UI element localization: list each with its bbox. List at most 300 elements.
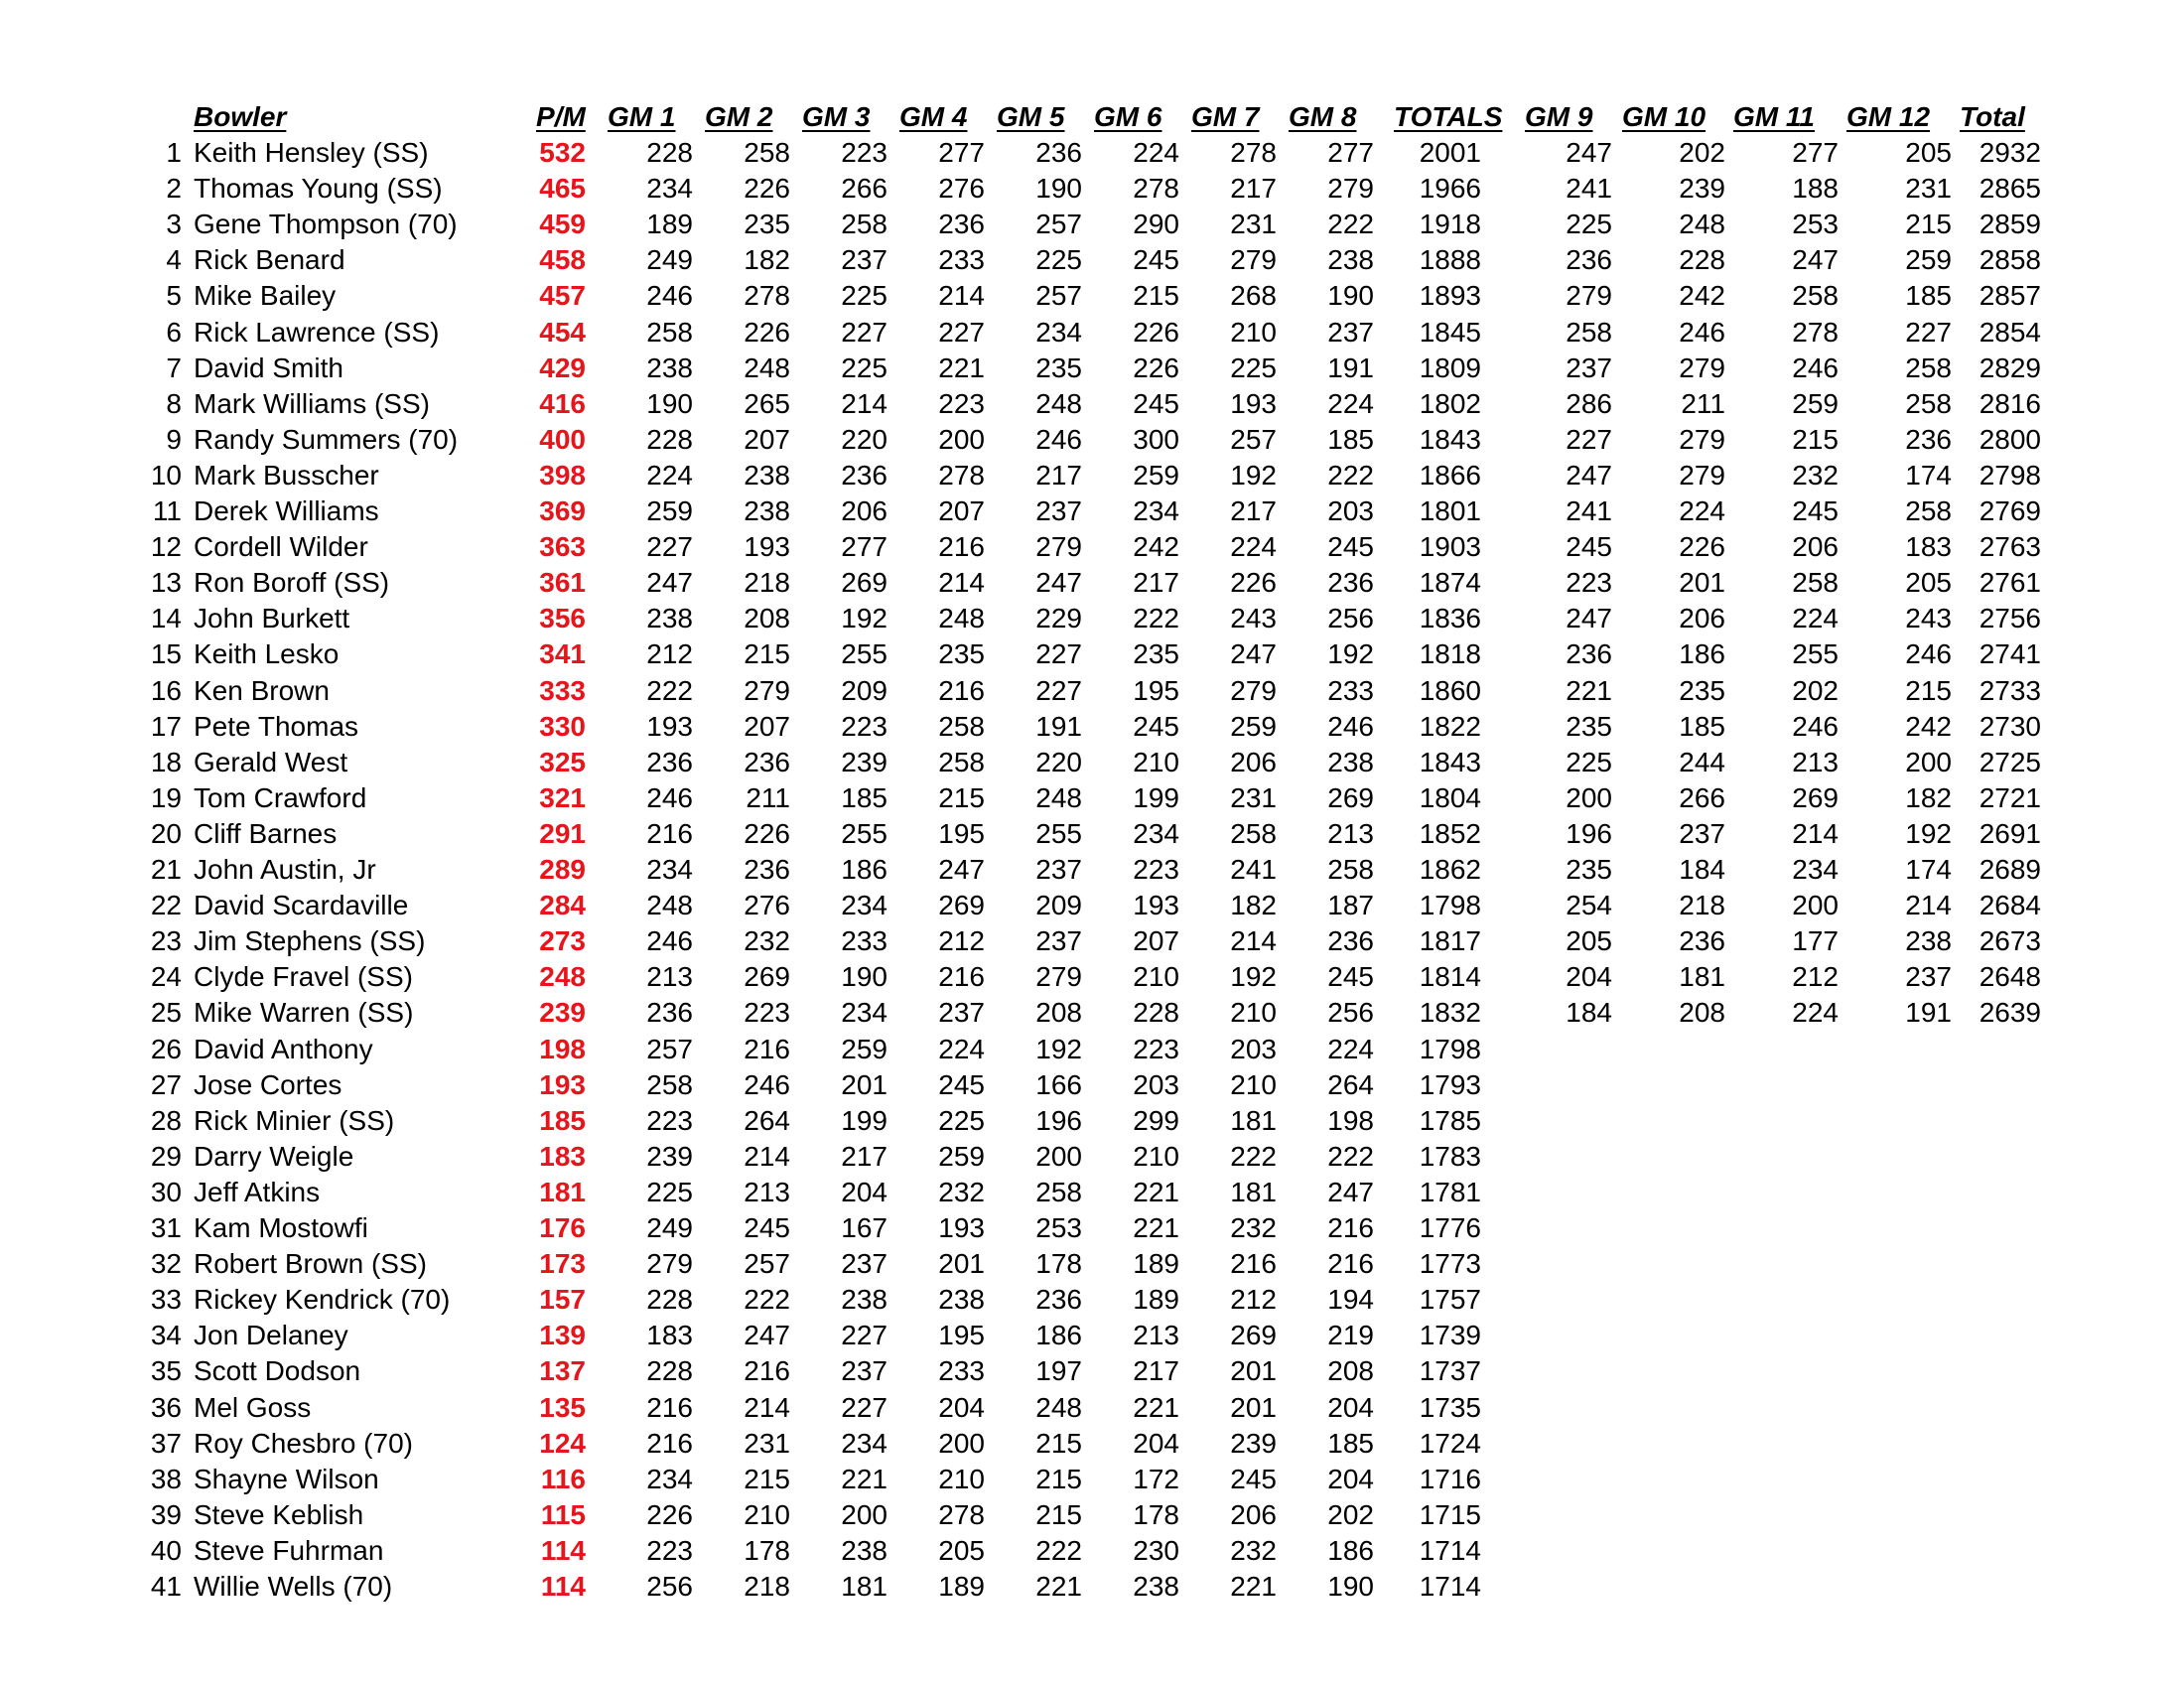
row-gm-12: 236	[1905, 424, 1952, 455]
row-gm-3: 234	[841, 1428, 887, 1459]
row-gm-4: 205	[938, 1535, 985, 1566]
row-gm-8: 222	[1327, 1141, 1374, 1172]
row-total: 2769	[1979, 495, 2041, 526]
row-gm-3: 237	[841, 1248, 887, 1279]
row-gm-7: 182	[1230, 890, 1277, 920]
row-gm-11: 212	[1792, 961, 1839, 992]
row-bowler-name: Steve Keblish	[194, 1499, 364, 1530]
row-gm-4: 237	[938, 997, 985, 1028]
row-gm-9: 247	[1566, 460, 1612, 491]
row-pm: 157	[539, 1284, 586, 1315]
row-gm-5: 215	[1035, 1428, 1082, 1459]
row-gm-2: 246	[744, 1069, 790, 1100]
row-gm-4: 235	[938, 638, 985, 669]
row-gm-9: 221	[1566, 675, 1612, 706]
row-gm-10: 242	[1679, 280, 1725, 311]
row-gm-10: 202	[1679, 137, 1725, 168]
row-gm-6: 210	[1133, 1141, 1179, 1172]
row-gm-3: 223	[841, 711, 887, 742]
row-pm: 135	[539, 1392, 586, 1423]
row-gm-4: 277	[938, 137, 985, 168]
row-gm-1: 216	[646, 1428, 693, 1459]
row-gm-9: 236	[1566, 638, 1612, 669]
row-gm-7: 193	[1230, 388, 1277, 419]
row-gm-1: 190	[646, 388, 693, 419]
row-bowler-name: Mark Busscher	[194, 460, 379, 491]
row-bowler-name: Pete Thomas	[194, 711, 359, 742]
row-bowler-name: Kam Mostowfi	[194, 1212, 368, 1243]
row-pm: 325	[539, 747, 586, 777]
row-total: 2741	[1979, 638, 2041, 669]
header-pm: P/M	[536, 101, 586, 132]
row-gm-8: 256	[1327, 997, 1374, 1028]
row-gm-4: 207	[938, 495, 985, 526]
row-gm-1: 249	[646, 244, 693, 275]
row-gm-8: 233	[1327, 675, 1374, 706]
row-pm: 181	[539, 1177, 586, 1207]
row-gm-3: 236	[841, 460, 887, 491]
header-gm-2: GM 2	[705, 101, 773, 132]
row-pm: 333	[539, 675, 586, 706]
row-gm-9: 205	[1566, 925, 1612, 956]
row-gm-6: 207	[1133, 925, 1179, 956]
row-rank: 35	[150, 1355, 182, 1386]
row-gm-1: 238	[646, 352, 693, 383]
row-total: 2733	[1979, 675, 2041, 706]
row-gm-5: 217	[1035, 460, 1082, 491]
row-gm-4: 258	[938, 747, 985, 777]
row-gm-2: 279	[744, 675, 790, 706]
row-pm: 361	[539, 567, 586, 598]
row-totals: 1860	[1419, 675, 1481, 706]
row-gm-3: 186	[841, 854, 887, 885]
row-gm-1: 256	[646, 1571, 693, 1602]
row-bowler-name: David Scardaville	[194, 890, 409, 920]
row-pm: 459	[539, 209, 586, 239]
row-pm: 273	[539, 925, 586, 956]
row-gm-3: 220	[841, 424, 887, 455]
row-gm-2: 247	[744, 1320, 790, 1350]
row-gm-8: 186	[1327, 1535, 1374, 1566]
row-gm-4: 232	[938, 1177, 985, 1207]
row-gm-11: 234	[1792, 854, 1839, 885]
row-bowler-name: Darry Weigle	[194, 1141, 354, 1172]
row-gm-6: 215	[1133, 280, 1179, 311]
row-gm-11: 258	[1792, 567, 1839, 598]
row-gm-4: 227	[938, 317, 985, 348]
row-gm-2: 248	[744, 352, 790, 383]
row-gm-1: 246	[646, 280, 693, 311]
row-gm-7: 231	[1230, 209, 1277, 239]
row-total: 2857	[1979, 280, 2041, 311]
row-gm-3: 201	[841, 1069, 887, 1100]
row-bowler-name: Derek Williams	[194, 495, 379, 526]
row-gm-6: 278	[1133, 173, 1179, 204]
row-gm-10: 208	[1679, 997, 1725, 1028]
row-bowler-name: Jim Stephens (SS)	[194, 925, 426, 956]
row-totals: 1739	[1419, 1320, 1481, 1350]
row-bowler-name: Rick Minier (SS)	[194, 1105, 395, 1136]
row-gm-5: 192	[1035, 1034, 1082, 1064]
row-gm-6: 178	[1133, 1499, 1179, 1530]
row-gm-10: 206	[1679, 603, 1725, 633]
row-gm-4: 195	[938, 818, 985, 849]
row-gm-2: 236	[744, 747, 790, 777]
row-gm-3: 237	[841, 244, 887, 275]
row-gm-1: 228	[646, 424, 693, 455]
row-bowler-name: Randy Summers (70)	[194, 424, 459, 455]
row-gm-8: 203	[1327, 495, 1374, 526]
row-totals: 1818	[1419, 638, 1481, 669]
row-gm-3: 234	[841, 890, 887, 920]
row-gm-6: 226	[1133, 317, 1179, 348]
row-gm-5: 234	[1035, 317, 1082, 348]
row-totals: 1843	[1419, 424, 1481, 455]
row-gm-1: 234	[646, 173, 693, 204]
row-gm-12: 246	[1905, 638, 1952, 669]
row-rank: 24	[150, 961, 182, 992]
row-gm-4: 201	[938, 1248, 985, 1279]
row-pm: 330	[539, 711, 586, 742]
row-gm-7: 192	[1230, 460, 1277, 491]
row-total: 2763	[1979, 531, 2041, 562]
row-gm-6: 222	[1133, 603, 1179, 633]
row-gm-8: 269	[1327, 782, 1374, 813]
row-gm-4: 259	[938, 1141, 985, 1172]
row-gm-5: 235	[1035, 352, 1082, 383]
row-gm-12: 243	[1905, 603, 1952, 633]
row-gm-9: 184	[1566, 997, 1612, 1028]
row-gm-5: 227	[1035, 638, 1082, 669]
row-gm-8: 213	[1327, 818, 1374, 849]
row-gm-9: 247	[1566, 137, 1612, 168]
row-pm: 429	[539, 352, 586, 383]
row-totals: 1714	[1419, 1535, 1481, 1566]
row-gm-2: 278	[744, 280, 790, 311]
row-gm-2: 226	[744, 818, 790, 849]
row-pm: 193	[539, 1069, 586, 1100]
row-gm-4: 214	[938, 280, 985, 311]
row-gm-7: 245	[1230, 1464, 1277, 1494]
row-gm-2: 238	[744, 495, 790, 526]
row-gm-3: 239	[841, 747, 887, 777]
row-gm-2: 231	[744, 1428, 790, 1459]
row-pm: 532	[539, 137, 586, 168]
row-totals: 1773	[1419, 1248, 1481, 1279]
row-gm-4: 216	[938, 961, 985, 992]
row-gm-11: 277	[1792, 137, 1839, 168]
row-gm-2: 207	[744, 711, 790, 742]
row-bowler-name: Ken Brown	[194, 675, 330, 706]
row-gm-5: 209	[1035, 890, 1082, 920]
row-gm-2: 257	[744, 1248, 790, 1279]
row-gm-10: 246	[1679, 317, 1725, 348]
row-gm-8: 216	[1327, 1212, 1374, 1243]
row-gm-1: 279	[646, 1248, 693, 1279]
row-gm-1: 234	[646, 854, 693, 885]
row-rank: 30	[150, 1177, 182, 1207]
row-totals: 1781	[1419, 1177, 1481, 1207]
row-gm-7: 222	[1230, 1141, 1277, 1172]
row-gm-6: 204	[1133, 1428, 1179, 1459]
row-gm-5: 197	[1035, 1355, 1082, 1386]
row-gm-8: 222	[1327, 209, 1374, 239]
row-gm-10: 244	[1679, 747, 1725, 777]
row-gm-10: 235	[1679, 675, 1725, 706]
row-bowler-name: Cliff Barnes	[194, 818, 338, 849]
row-gm-6: 224	[1133, 137, 1179, 168]
row-gm-3: 225	[841, 352, 887, 383]
row-gm-1: 183	[646, 1320, 693, 1350]
row-rank: 20	[150, 818, 182, 849]
row-gm-10: 181	[1679, 961, 1725, 992]
row-totals: 1966	[1419, 173, 1481, 204]
row-gm-2: 215	[744, 1464, 790, 1494]
row-total: 2800	[1979, 424, 2041, 455]
row-gm-9: 241	[1566, 173, 1612, 204]
row-gm-1: 213	[646, 961, 693, 992]
row-gm-1: 239	[646, 1141, 693, 1172]
row-gm-2: 216	[744, 1355, 790, 1386]
row-gm-5: 166	[1035, 1069, 1082, 1100]
row-gm-11: 177	[1792, 925, 1839, 956]
row-pm: 369	[539, 495, 586, 526]
row-gm-12: 258	[1905, 352, 1952, 383]
row-gm-4: 258	[938, 711, 985, 742]
row-gm-12: 200	[1905, 747, 1952, 777]
row-totals: 1785	[1419, 1105, 1481, 1136]
row-bowler-name: Mike Bailey	[194, 280, 337, 311]
row-bowler-name: Mike Warren (SS)	[194, 997, 414, 1028]
row-gm-6: 300	[1133, 424, 1179, 455]
row-gm-3: 258	[841, 209, 887, 239]
row-gm-2: 218	[744, 1571, 790, 1602]
row-gm-11: 246	[1792, 711, 1839, 742]
row-gm-6: 228	[1133, 997, 1179, 1028]
row-gm-7: 217	[1230, 495, 1277, 526]
row-gm-5: 248	[1035, 388, 1082, 419]
row-gm-3: 227	[841, 317, 887, 348]
row-gm-2: 236	[744, 854, 790, 885]
row-gm-7: 225	[1230, 352, 1277, 383]
row-gm-3: 181	[841, 1571, 887, 1602]
row-totals: 1724	[1419, 1428, 1481, 1459]
row-gm-8: 190	[1327, 1571, 1374, 1602]
row-gm-1: 222	[646, 675, 693, 706]
row-gm-1: 228	[646, 1284, 693, 1315]
row-pm: 457	[539, 280, 586, 311]
row-totals: 1715	[1419, 1499, 1481, 1530]
row-gm-11: 247	[1792, 244, 1839, 275]
row-gm-3: 237	[841, 1355, 887, 1386]
header-gm-3: GM 3	[802, 101, 871, 132]
header-gm-8: GM 8	[1289, 101, 1357, 132]
row-gm-7: 221	[1230, 1571, 1277, 1602]
row-gm-2: 238	[744, 460, 790, 491]
row-gm-1: 236	[646, 997, 693, 1028]
row-gm-5: 248	[1035, 1392, 1082, 1423]
row-gm-1: 224	[646, 460, 693, 491]
row-rank: 28	[150, 1105, 182, 1136]
row-totals: 1809	[1419, 352, 1481, 383]
row-bowler-name: Mel Goss	[194, 1392, 312, 1423]
row-gm-6: 245	[1133, 711, 1179, 742]
row-bowler-name: Rick Benard	[194, 244, 345, 275]
row-gm-11: 269	[1792, 782, 1839, 813]
row-gm-10: 185	[1679, 711, 1725, 742]
row-rank: 32	[150, 1248, 182, 1279]
row-gm-3: 192	[841, 603, 887, 633]
row-gm-1: 248	[646, 890, 693, 920]
row-gm-3: 266	[841, 173, 887, 204]
row-totals: 1798	[1419, 1034, 1481, 1064]
row-pm: 116	[540, 1464, 586, 1494]
row-gm-9: 225	[1566, 747, 1612, 777]
row-gm-6: 223	[1133, 854, 1179, 885]
header-gm-6: GM 6	[1094, 101, 1162, 132]
row-gm-7: 206	[1230, 1499, 1277, 1530]
row-totals: 1714	[1419, 1571, 1481, 1602]
row-gm-1: 246	[646, 925, 693, 956]
row-gm-12: 258	[1905, 388, 1952, 419]
row-gm-8: 238	[1327, 244, 1374, 275]
row-rank: 17	[150, 711, 182, 742]
row-gm-7: 210	[1230, 1069, 1277, 1100]
row-gm-7: 257	[1230, 424, 1277, 455]
row-gm-6: 245	[1133, 244, 1179, 275]
row-rank: 2	[166, 173, 182, 204]
row-gm-7: 243	[1230, 603, 1277, 633]
row-gm-8: 191	[1327, 352, 1374, 383]
row-gm-2: 269	[744, 961, 790, 992]
row-rank: 16	[150, 675, 182, 706]
row-gm-4: 278	[938, 1499, 985, 1530]
row-total: 2854	[1979, 317, 2041, 348]
row-total: 2829	[1979, 352, 2041, 383]
row-gm-10: 184	[1679, 854, 1725, 885]
row-total: 2673	[1979, 925, 2041, 956]
header-gm-5: GM 5	[997, 101, 1065, 132]
row-pm: 289	[539, 854, 586, 885]
row-gm-5: 248	[1035, 782, 1082, 813]
row-gm-1: 247	[646, 567, 693, 598]
row-gm-12: 242	[1905, 711, 1952, 742]
row-gm-6: 195	[1133, 675, 1179, 706]
row-rank: 33	[150, 1284, 182, 1315]
row-gm-8: 190	[1327, 280, 1374, 311]
row-gm-4: 216	[938, 675, 985, 706]
row-gm-10: 279	[1679, 460, 1725, 491]
row-gm-9: 235	[1566, 854, 1612, 885]
row-rank: 27	[150, 1069, 182, 1100]
row-gm-9: 247	[1566, 603, 1612, 633]
row-gm-8: 224	[1327, 1034, 1374, 1064]
row-gm-3: 234	[841, 997, 887, 1028]
row-gm-12: 205	[1905, 137, 1952, 168]
row-rank: 38	[150, 1464, 182, 1494]
row-bowler-name: Jeff Atkins	[194, 1177, 321, 1207]
row-gm-4: 212	[938, 925, 985, 956]
row-gm-5: 237	[1035, 854, 1082, 885]
row-gm-4: 216	[938, 531, 985, 562]
row-gm-2: 218	[744, 567, 790, 598]
row-total: 2859	[1979, 209, 2041, 239]
row-gm-5: 208	[1035, 997, 1082, 1028]
row-gm-2: 232	[744, 925, 790, 956]
row-gm-2: 223	[744, 997, 790, 1028]
row-rank: 19	[150, 782, 182, 813]
row-totals: 1817	[1419, 925, 1481, 956]
row-gm-7: 201	[1230, 1392, 1277, 1423]
row-rank: 37	[150, 1428, 182, 1459]
row-rank: 23	[150, 925, 182, 956]
row-gm-2: 226	[744, 317, 790, 348]
row-totals: 1822	[1419, 711, 1481, 742]
row-gm-11: 258	[1792, 280, 1839, 311]
row-gm-8: 202	[1327, 1499, 1374, 1530]
row-bowler-name: Shayne Wilson	[194, 1464, 379, 1494]
row-pm: 173	[539, 1248, 586, 1279]
row-gm-4: 210	[938, 1464, 985, 1494]
row-gm-2: 215	[744, 638, 790, 669]
row-gm-1: 228	[646, 137, 693, 168]
row-gm-11: 188	[1792, 173, 1839, 204]
row-gm-5: 236	[1035, 137, 1082, 168]
row-gm-9: 204	[1566, 961, 1612, 992]
row-gm-10: 224	[1679, 495, 1725, 526]
row-gm-12: 183	[1905, 531, 1952, 562]
row-gm-7: 214	[1230, 925, 1277, 956]
row-gm-4: 245	[938, 1069, 985, 1100]
row-gm-8: 208	[1327, 1355, 1374, 1386]
row-pm: 114	[540, 1571, 586, 1602]
row-bowler-name: Thomas Young (SS)	[194, 173, 443, 204]
row-rank: 4	[166, 244, 182, 275]
row-total: 2865	[1979, 173, 2041, 204]
row-gm-1: 216	[646, 1392, 693, 1423]
row-gm-8: 185	[1327, 1428, 1374, 1459]
row-gm-2: 216	[744, 1034, 790, 1064]
row-gm-11: 224	[1792, 603, 1839, 633]
row-bowler-name: David Smith	[194, 352, 343, 383]
row-bowler-name: David Anthony	[194, 1034, 373, 1064]
row-gm-2: 226	[744, 173, 790, 204]
row-gm-3: 255	[841, 638, 887, 669]
row-gm-3: 199	[841, 1105, 887, 1136]
row-gm-7: 279	[1230, 244, 1277, 275]
row-gm-1: 236	[646, 747, 693, 777]
row-gm-8: 216	[1327, 1248, 1374, 1279]
row-gm-3: 238	[841, 1284, 887, 1315]
row-rank: 10	[150, 460, 182, 491]
row-gm-2: 207	[744, 424, 790, 455]
header-gm-9: GM 9	[1525, 101, 1593, 132]
row-gm-6: 230	[1133, 1535, 1179, 1566]
row-gm-10: 248	[1679, 209, 1725, 239]
row-gm-6: 245	[1133, 388, 1179, 419]
row-gm-1: 249	[646, 1212, 693, 1243]
row-rank: 8	[166, 388, 182, 419]
row-gm-2: 265	[744, 388, 790, 419]
row-rank: 39	[150, 1499, 182, 1530]
row-bowler-name: Roy Chesbro (70)	[194, 1428, 413, 1459]
row-gm-4: 269	[938, 890, 985, 920]
row-pm: 291	[539, 818, 586, 849]
row-gm-1: 223	[646, 1105, 693, 1136]
row-bowler-name: Ron Boroff (SS)	[194, 567, 390, 598]
row-gm-9: 241	[1566, 495, 1612, 526]
row-bowler-name: Rickey Kendrick (70)	[194, 1284, 451, 1315]
